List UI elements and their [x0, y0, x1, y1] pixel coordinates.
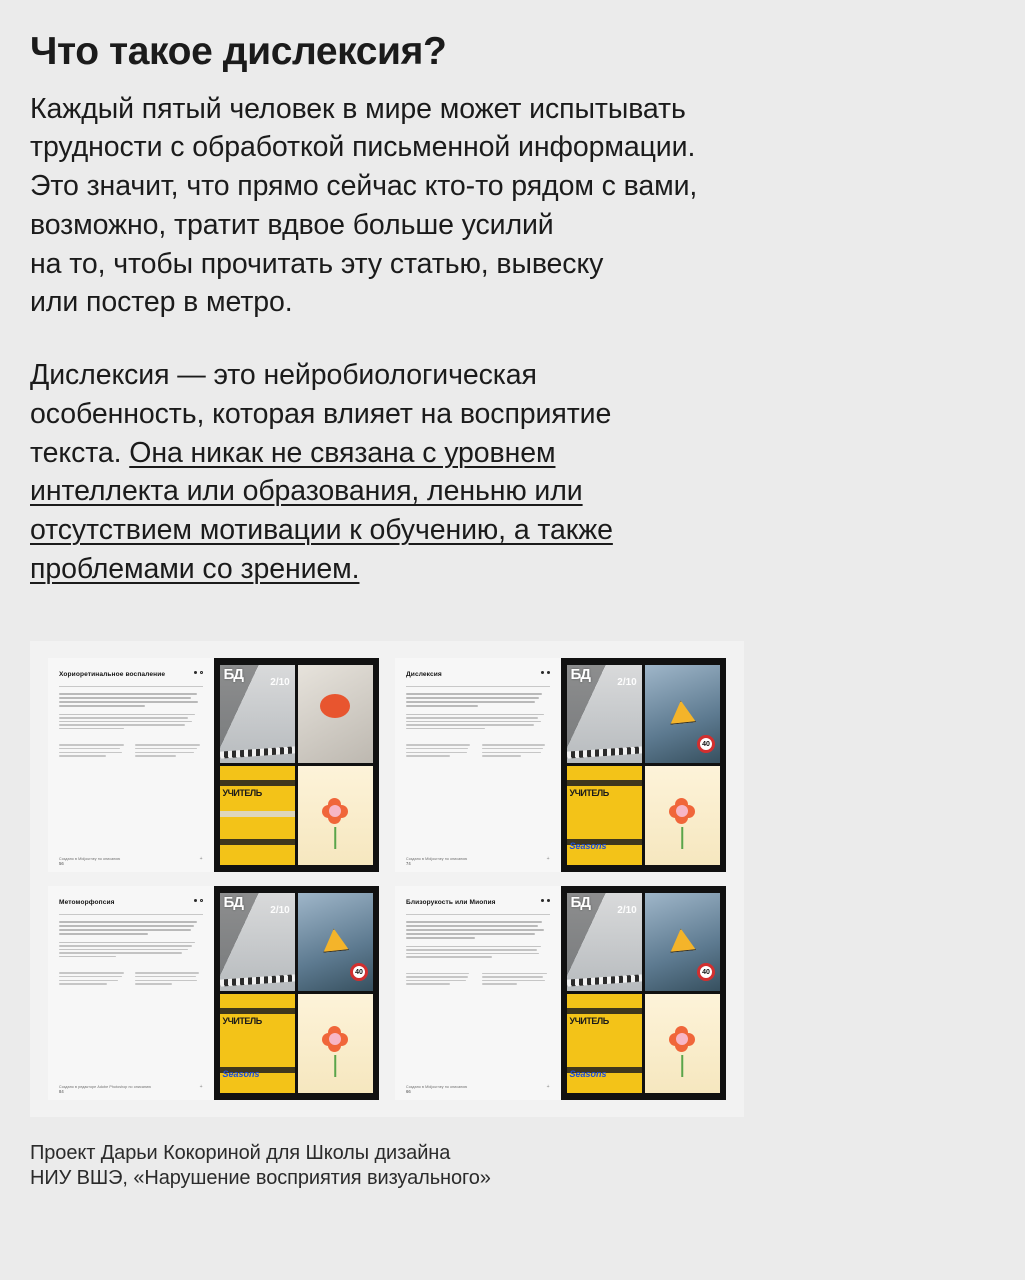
- body-copy-placeholder: [59, 693, 203, 706]
- paragraph-line-mixed: [30, 434, 995, 473]
- book-spread: [48, 658, 379, 872]
- flower-stem: [335, 827, 337, 849]
- spread-page-title: Метоморфопсия: [59, 898, 115, 906]
- poster-band: [567, 780, 642, 786]
- dot-filled-icon: [547, 671, 550, 674]
- page-marker-dots: [541, 899, 550, 902]
- photo-label-ba: БД: [223, 665, 243, 683]
- flower-stem: [682, 1055, 684, 1077]
- flower-core: [329, 805, 341, 817]
- paragraph-spacer: [30, 322, 995, 356]
- spread-page-number: 66: [406, 1088, 411, 1094]
- spread-footer: [406, 856, 550, 862]
- photo-street-sign: [567, 893, 642, 992]
- spread-footer-credit: Создано в Midjourney по описанию: [59, 856, 121, 861]
- photo-poster-yellow: [567, 994, 642, 1093]
- spread-left-page: [48, 658, 214, 872]
- divider: [406, 914, 550, 915]
- book-spread: [395, 886, 726, 1100]
- photo-street-sign: [220, 893, 295, 992]
- poster-band: [567, 1008, 642, 1014]
- spread-right-page: [214, 886, 380, 1100]
- spread-footer-credit: Создано в Midjourney по описанию: [406, 856, 468, 861]
- photo-collage: [567, 893, 721, 1093]
- flower-shape: [669, 798, 695, 824]
- emphasis-text: отсутствием мотивации к обучению, а также: [30, 514, 613, 547]
- paragraph-line: текста.: [30, 436, 130, 469]
- stripe-pattern: [220, 747, 295, 759]
- photo-label-ba: БД: [223, 893, 243, 911]
- body-copy-placeholder: [406, 693, 550, 706]
- photo-poster-yellow: [567, 766, 642, 865]
- dot-filled-icon: [541, 671, 544, 674]
- spread-right-page: [561, 886, 727, 1100]
- body-copy-placeholder: [406, 714, 550, 730]
- caption-line: Проект Дарьи Кокориной для Школы дизайна: [30, 1141, 451, 1164]
- warning-triangle-icon: [668, 927, 696, 953]
- photo-flower: [298, 994, 373, 1093]
- photo-label-number: 2/10: [617, 904, 637, 916]
- paragraph-line: Каждый пятый человек в мире может испытывать: [30, 92, 686, 125]
- emphasis-text: интеллекта или образования, леньню или: [30, 475, 583, 508]
- photo-collage: [220, 893, 374, 1093]
- spread-page-title: Дислексия: [406, 670, 442, 678]
- dot-outline-icon: [200, 899, 203, 902]
- photo-label-seasons: Seasons: [569, 840, 607, 851]
- page-title: Что такое дислексия?: [30, 30, 447, 73]
- plus-icon: +: [199, 855, 203, 862]
- dot-outline-icon: [200, 671, 203, 674]
- spread-footer: [406, 1084, 550, 1090]
- spread-left-page: [395, 886, 561, 1100]
- flower-shape: [669, 1026, 695, 1052]
- body-copy-placeholder: [406, 946, 550, 958]
- photo-poster-yellow: [220, 766, 295, 865]
- photo-collage: [567, 665, 721, 865]
- stripe-pattern: [567, 975, 642, 987]
- photo-label-ba: БД: [570, 665, 590, 683]
- spread-page-title: Близорукость или Миопия: [406, 898, 496, 906]
- body-copy-placeholder: [59, 921, 203, 934]
- speed-limit-sign: 40: [697, 963, 715, 981]
- poster-band: [220, 839, 295, 845]
- flower-core: [329, 1033, 341, 1045]
- spread-footer: [59, 1084, 203, 1090]
- two-column-placeholder: [59, 744, 203, 756]
- plus-icon: +: [546, 1083, 550, 1090]
- divider: [406, 686, 550, 687]
- dot-filled-icon: [194, 899, 197, 902]
- warning-triangle-icon: [668, 699, 696, 725]
- stripe-pattern: [220, 975, 295, 987]
- spread-page-number: 74: [406, 860, 411, 866]
- photo-poster-yellow: [220, 994, 295, 1093]
- flower-stem: [335, 1055, 337, 1077]
- stripe-pattern: [567, 747, 642, 759]
- spread-footer: [59, 856, 203, 862]
- plus-icon: +: [199, 1083, 203, 1090]
- photo-label-number: 2/10: [270, 676, 290, 688]
- poster-band: [220, 1008, 295, 1014]
- book-spread: [48, 886, 379, 1100]
- definition-paragraph: [30, 356, 995, 589]
- photo-collage: [220, 665, 374, 865]
- spread-page-number: 84: [59, 1088, 64, 1094]
- spread-right-page: [214, 658, 380, 872]
- spread-page-title: Хориоретинальное воспаление: [59, 670, 166, 678]
- paragraph-line: или постер в метро.: [30, 286, 293, 319]
- dot-filled-icon: [547, 899, 550, 902]
- photo-label-teacher: УЧИТЕЛЬ: [569, 787, 609, 798]
- dot-filled-icon: [194, 671, 197, 674]
- dot-filled-icon: [541, 899, 544, 902]
- photo-label-teacher: УЧИТЕЛЬ: [569, 1015, 609, 1026]
- photo-flower: [298, 766, 373, 865]
- emphasis-text: Она никак не связана с уровнем: [129, 436, 556, 469]
- project-gallery: [30, 641, 744, 1117]
- book-spread: [395, 658, 726, 872]
- paragraph-line: возможно, тратит вдвое больше усилий: [30, 208, 554, 241]
- flower-core: [676, 1033, 688, 1045]
- body-copy-placeholder: [59, 714, 203, 730]
- plus-icon: +: [546, 855, 550, 862]
- photo-flower: [645, 994, 720, 1093]
- poster-band: [220, 780, 295, 786]
- flower-stem: [682, 827, 684, 849]
- caption-line: НИУ ВШЭ, «Нарушение восприятия визуального»: [30, 1167, 491, 1190]
- paragraph-line: на то, чтобы прочитать эту статью, вывеску: [30, 247, 604, 280]
- photo-label-number: 2/10: [617, 676, 637, 688]
- spread-footer-credit: Создано в Midjourney по описанию: [406, 1084, 468, 1089]
- blob-shape: [320, 694, 350, 718]
- poster-band: [220, 811, 295, 817]
- paragraph-line: Дислексия — это нейробиологическая: [30, 359, 537, 392]
- speed-limit-sign: 40: [697, 735, 715, 753]
- page-marker-dots: [194, 671, 203, 674]
- photo-street-sign: [567, 665, 642, 764]
- body-copy-placeholder: [59, 942, 203, 958]
- photo-label-seasons: Seasons: [569, 1068, 607, 1079]
- photo-road-signs: [298, 893, 373, 992]
- photo-label-seasons: Seasons: [222, 1068, 260, 1079]
- photo-road-signs: [645, 665, 720, 764]
- paragraph-line: трудности с обработкой письменной информации.: [30, 131, 696, 164]
- paragraph-line: Это значит, что прямо сейчас кто-то рядом с вами,: [30, 170, 698, 203]
- flower-shape: [322, 798, 348, 824]
- divider: [59, 686, 203, 687]
- speed-limit-sign: 40: [350, 963, 368, 981]
- photo-abstract-blob: [298, 665, 373, 764]
- body-copy-placeholder: [406, 921, 550, 938]
- emphasis-text: проблемами со зрением.: [30, 552, 360, 585]
- spread-left-page: [395, 658, 561, 872]
- page-marker-dots: [194, 899, 203, 902]
- warning-triangle-icon: [321, 927, 349, 953]
- spread-footer-credit: Создано в редакторе Adobe Photoshop по описанию: [59, 1084, 151, 1089]
- spread-left-page: [48, 886, 214, 1100]
- photo-flower: [645, 766, 720, 865]
- photo-label-teacher: УЧИТЕЛЬ: [222, 787, 262, 798]
- two-column-placeholder: [406, 973, 550, 985]
- flower-shape: [322, 1026, 348, 1052]
- flower-core: [676, 805, 688, 817]
- photo-label-teacher: УЧИТЕЛЬ: [222, 1015, 262, 1026]
- intro-paragraph: [30, 90, 995, 323]
- page-marker-dots: [541, 671, 550, 674]
- photo-label-ba: БД: [570, 893, 590, 911]
- paragraph-line: особенность, которая влияет на восприятие: [30, 397, 612, 430]
- photo-street-sign: [220, 665, 295, 764]
- divider: [59, 914, 203, 915]
- photo-label-number: 2/10: [270, 904, 290, 916]
- spread-page-number: 56: [59, 860, 64, 866]
- image-caption: [30, 1141, 995, 1192]
- two-column-placeholder: [59, 972, 203, 984]
- photo-road-signs: [645, 893, 720, 992]
- two-column-placeholder: [406, 744, 550, 756]
- spread-right-page: [561, 658, 727, 872]
